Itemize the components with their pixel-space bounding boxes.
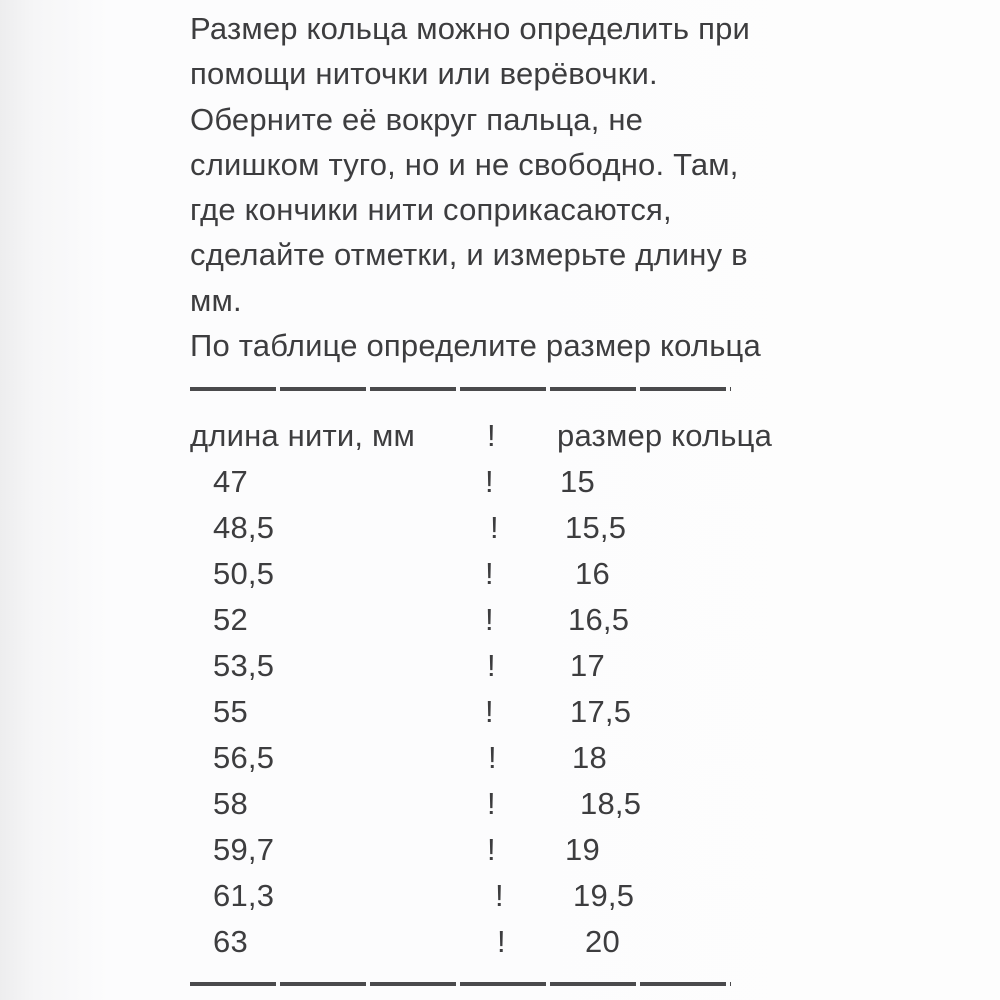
separator: ! [487,832,496,867]
separator: ! [495,878,504,913]
ring-size-value: 15 [560,464,595,499]
table-row [190,781,772,827]
intro-line: По таблице определите размер кольца [190,328,761,364]
table-row [190,735,772,781]
intro-line: сделайте отметки, и измерьте длину в [190,237,748,273]
separator: ! [485,694,494,729]
column-header-thread-length: длина нити, мм [190,418,416,453]
thread-length-value: 58 [213,786,248,821]
thread-length-value: 50,5 [213,556,275,591]
thread-length-value: 48,5 [213,510,275,545]
ring-size-value: 16,5 [568,602,630,637]
intro-line: Размер кольца можно определить при [190,11,751,46]
intro-line: Оберните её вокруг пальца, не [190,101,644,137]
table-row [190,459,772,505]
intro-line: мм. [190,282,242,318]
intro-line: где кончики нити соприкасаются, [190,192,672,228]
table-row [190,919,772,965]
table-row [190,505,772,551]
separator: ! [497,924,506,959]
table-row [190,597,772,643]
ring-size-value: 18,5 [580,786,642,821]
separator: ! [485,464,494,499]
divider-line-top [190,387,731,391]
ring-size-value: 18 [572,740,607,775]
thread-length-value: 63 [213,924,248,959]
thread-length-value: 61,3 [213,878,275,913]
table-row [190,643,772,689]
table-row [190,551,772,597]
thread-length-value: 53,5 [213,648,275,683]
table-row [190,873,772,919]
ring-size-value: 16 [575,556,610,591]
ring-size-value: 15,5 [565,510,627,545]
separator: ! [487,786,496,821]
ring-size-value: 17,5 [570,694,632,729]
thread-length-value: 55 [213,694,248,729]
ring-size-value: 19 [565,832,600,867]
thread-length-value: 52 [213,602,248,637]
separator: ! [487,648,496,683]
separator: ! [488,740,497,775]
table-row [190,689,772,735]
intro-line: слишком туго, но и не свободно. Там, [190,146,739,182]
intro-line: помощи ниточки или верёвочки. [190,56,658,92]
separator: ! [485,556,494,591]
thread-length-value: 47 [213,464,248,499]
ring-size-value: 20 [585,924,620,959]
separator: ! [490,510,499,545]
thread-length-value: 59,7 [213,832,275,867]
column-separator: ! [487,418,496,453]
table-row [190,827,772,873]
intro-paragraph [190,6,761,368]
separator: ! [485,602,494,637]
ring-size-value: 17 [570,648,605,683]
column-header-ring-size: размер кольца [557,418,773,453]
thread-length-value: 56,5 [213,740,275,775]
table-header-row [190,413,772,459]
ring-size-value: 19,5 [573,878,635,913]
ring-size-table [190,413,772,965]
divider-line-bottom [190,982,731,986]
